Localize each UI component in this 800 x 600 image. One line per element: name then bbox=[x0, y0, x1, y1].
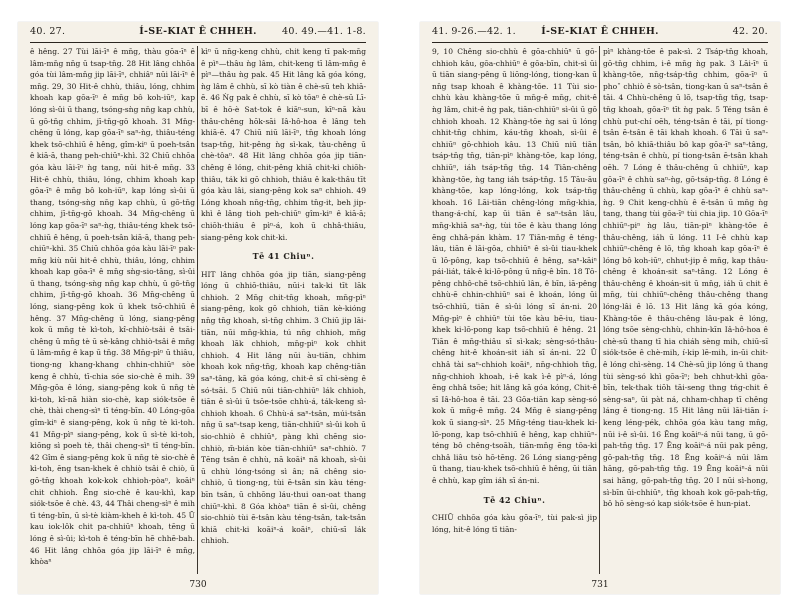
left-page bbox=[18, 22, 378, 594]
chapter-heading: Tē 41 Chiuⁿ. bbox=[252, 251, 315, 262]
header-rule bbox=[432, 42, 768, 43]
header-book-title: Í-SE-KIAT Ê CHHEH. bbox=[541, 26, 659, 37]
text-column-1 bbox=[30, 46, 195, 574]
column-divider bbox=[599, 46, 600, 574]
page-number: 731 bbox=[591, 580, 609, 590]
header-verse-range-left: 41. 9-26.—42. 1. bbox=[432, 26, 516, 37]
page-number: 730 bbox=[189, 580, 207, 590]
scripture-text: kìⁿ ū nn̄g-keng chhù, chit keng tī pak-mn̄g ê pìⁿ—thâu ǹg lâm, chit-keng tī lâm-mn̄g ê pìⁿ—thâu ǹg pak. 45 Hit lâng kā góa kóng, ǹg lâm ê chhù, sī kò tiàn ê chè-sū teh khiā-ē. 46 Ǹg pak ê chhù, sī kò tōaⁿ ê chè-sū Lī-bī ê hō-è Sat-tok ê kiāⁿ-sun, kīⁿ-nā kàu thâu-chêng hōk-sāi Iâ-hô-hoa ê lâng teh khiā-ē. 47 Chiū niū lāi-īⁿ, tn̄g khoah lóng tsap-tn̄g, hit-pêng ǹg sì-kak, tàu-chêng ū chè-tôaⁿ. 48 Hit lâng chhōa góa jip tiān-chêng ê lóng, chit-pêng khiā chit-ki chiōh-thiâu, ták ki gō chhioh, thiâu ê kak-thâu tīt góa kàu lâi, siang-pêng kok saⁿ chhioh. 49 Lóng khoah nn̄g-tn̄g, chhim tn̄g-it, beh jip-khì ê lâng tioh peh-chiūⁿ gîm-kiⁿ ê kiā-ā; chiōh-thiâu ê pìⁿ-á, koh ū chhâ-thiâu, siang-pêng kok chit-ki. bbox=[201, 47, 366, 242]
header-verse-range-right: 42. 20. bbox=[732, 26, 768, 37]
right-page bbox=[420, 22, 780, 594]
chapter-text: HIT lâng chhōa góa jip tiān, siang-pêng lóng ū chhiō-thiâu, nūi-i tak-ki tīt lāk chhioh. 2 Mn̄g chit-tn̄g khoah, mn̄g-pìⁿ siang-pêng, kok gō chhioh, tiān kè-kióng nn̄g tn̄g khoah, sì-tn̄g chhim. 3 Chiū jip lāi-tiān, nūi mn̄g-khia, tú nn̄g chhioh, mn̄g khoah lāk chhioh, mn̄g-pìⁿ kok chhit chhioh. 4 Hit lâng nūi àu-tiān, chhim khoah kok nn̄g-tn̄g, khoah kap chêng-tiān saⁿ-tâng, kā góa kóng, chit-ê sī chì-sèng ê só-tsāi. 5 Chiū nūi tiān-chhiūⁿ lák chhioh, tiān ê sì-ûi ū tsōe-tsōe chhù-á, ták-keng sì-chhioh khoah. 6 Chhù-á saⁿ-tsân, múi-tsân nn̄g ū saⁿ-tsap keng, tiān-chhiūⁿ sì-ûi koh ū sio-chhiò ê chhiūⁿ, pàng khì chēng sio-chhiò, m̄-bián kòe tiān-chhiūⁿ saⁿ-chhiò. 7 Tēng tsân ê chhù, nā koāiⁿ nā khoah, sì-ûi ū chhù lóng-tsóng sì ân; nā chêng sio-chhiò, ū tiong-ng, tùi ē-tsân sin kàu téng-bīn tsân, ū chhōng láu-thui oan-oat thang chiūⁿ-khì. 8 Góa khòaⁿ tiān ê sì-ûi, chêng sio-chhiò tùi ē-tsân kàu téng-tsân, tak-tsân khiā chit-ki koāiⁿ-á koāiⁿ, chiū-sī lák chhioh. bbox=[201, 269, 366, 546]
header-verse-range-left: 40. 27. bbox=[30, 26, 66, 37]
text-column-1 bbox=[432, 46, 597, 574]
scripture-text: 9, 10 Chêng sio-chhù ê gōa-chhiūⁿ ū gō-chhioh kâu, gōa-chhiūⁿ ê gōa-bīn, chit-sì ūi ū tiān siang-pêng ū liōng-lóng, tiong-kan ū nn̄g tsap khoah ê khàng-tōe. 11 Tùi sio-chhù kàu khàng-tōe ū mn̄g-ê mn̄g, chit-ê ǹg lâm, chit-ê ǹg pak, tiān-chhiūⁿ sì-ûi ū gō chhioh khoah. 12 Khàng-tōe ǹg sai ū lóng chhit-tn̄g chhim, káu-tn̄g khoah, sì-ûi ê chhiūⁿ gō-chhioh kâu. 13 Chiū niū tiān tsáp-tn̄g tn̄g, tiān-pìⁿ khàng-tōe, kap lóng, chhiūⁿ, iáh tsáp-tn̄g tn̄g. 14 Tiān-chêng khàng-tōe, ǹg tang iáh tsáp-tn̄g. 15 Tāu-āu khàng-tōe, kap lóng-lóng, kok tsáp-tn̄g khoah. 16 Lāi-tiān chêng-lóng mn̄g-khia, thang-á-chí, kap ūi tiān ê saⁿ-tsân lâu, mn̄g-khiā saⁿ-ǹg, tùi tōe ê kàu thang lóng ēng chhâ-pán khàm. 17 Tiān-mn̄g ê téng-lâu, tiān ê lāi-gōa, chhiūⁿ ê sì-ûi tiau-khek ū lō-pông, kap tsō-chhiū ê hêng, saⁿ-kāiⁿ pái-liát, ták-ê ki-lō-pông ū nn̄g-ê bīn. 18 Tō-pêng chhô-chē tsō-chhiū lân, ê bīn, iā-pêng chhù-ē chhin-chhiūⁿ sai ê khoán, lóng ūi tsō-chhiū, tiān ê sì-ûi lóng sī án-ni. 20 Mn̄g-pìⁿ ê chhiūⁿ tùi tōe kàu bē-iu, tiau-khek ki-lō-pong kap tsō-chhiū ê hêng. 21 Tiān ê mn̄g-thiâu sī sì-kak; sèng-só-thâu-chêng hit-ê khoán-sit iáh sī án-ni. 22 Ū chhâ tài saⁿ-chhioh koāiⁿ, nn̄g-chhioh tn̄g, nn̄g-chhioh khoah, i-ê kak ì-ê pìⁿ-á, lóng ēng chhâ tsōe; hit lâng kā góa kóng, Chit-ê sī Iâ-hô-hoa ê tāi. 23 Gōa-tiān kap sèng-só kok ū mn̄g-ê mn̄g. 24 Mn̄g ê siang-pêng kok ū siang-sìⁿ. 25 Mn̄g-téng tiau-khek ki-lō-pong, kap tsō-chhiū ê hêng, kap chhiūⁿ-téng bô chêng-tsoāh, tiān-mn̄g ēng tōa-ki chhâ liâu tsò hō-tēng. 26 Lóng siang-pêng ū thang, tiau-khek tsō-chhiū ê hêng, ūi tiān ê chhù, kap gîm iáh sī án-ni. bbox=[432, 47, 597, 485]
running-header bbox=[30, 26, 366, 40]
header-book-title: Í-SE-KIAT Ê CHHEH. bbox=[139, 26, 257, 37]
running-header bbox=[432, 26, 768, 40]
text-column-2 bbox=[603, 46, 768, 574]
column-divider bbox=[197, 46, 198, 574]
header-verse-range-right: 40. 49.—41. 1-8. bbox=[282, 26, 366, 37]
text-column-2 bbox=[201, 46, 366, 574]
header-rule bbox=[30, 42, 366, 43]
chapter-text: CHIŪ chhōa góa kàu gōa-īⁿ, tùi pak-sì jip lóng, hit-ê lóng tī tiān- bbox=[432, 513, 597, 534]
scripture-text: pìⁿ khàng-tōe ê pak-sì. 2 Tsáp-tn̄g khoah, gō-tn̄g chhim, i-ê mn̄g ǹg pak. 3 Lāi-īⁿ ū khàng-tōe, nn̄g-tsáp-tn̄g chhim, gōa-īⁿ ū phoˇ chhiò ê sò-tsân, tiong-kan ū saⁿ-tsân ê tāi. 4 Chhù-chêng ū lō, tsap-tn̄g tn̄g, tsap-tn̄g khoah, gōa-īⁿ tīt ǹg pak. 5 Téng tsân ê chhù put-chí oēh, téng-tsân ê tāi, pí tiong-tsân ē-tsân ê tāi khah khoah. 6 Tāi ū saⁿ-tsân, bô khiā-thiâu bô kap gōa-īⁿ saⁿ-tâng, téng-tsân ê chhù, pí tiong-tsân ē-tsân khah oēh. 7 Lóng ê thâu-chêng ū chhiūⁿ, kap gōa-īⁿ ê chhù saⁿ-ǹg, gō-tsáp-tn̄g. 8 Lóng ê thâu-chêng ū chhù, kap gōa-īⁿ ê chhù saⁿ-ǹg. 9 Chit keng-chhù ê ē-tsân ū mn̄g ǹg tang, thang tùi gōa-īⁿ tùi chia jip. 10 Gōa-īⁿ chhiūⁿ-piⁿ ǹg lâu, tiān-pìⁿ khàng-tōe ê thâu-chêng, iáh ū lóng. 11 I-ê chhù kap chhiūⁿ-chêng ê lō, tn̄g khoah kap gōa-īⁿ ê lóng bô koh-iūⁿ, chhut-jip ê mn̄g, kap thâu-chêng ê khoán-sit saⁿ-tâng. 12 Lóng ê thâu-chêng ê khoán-sit ū mn̄g, iáh ū chit ê mn̄g, tùi chhiūⁿ-chêng thâu-chêng thang lóng-lâi ê lō. 13 Hit lâng kā góa kóng, Khàng-tōe ê thâu-chêng lâu-pak ê lóng, lóng tsōe sèng-chhù, chhin-kīn Iâ-hô-hoa ê chè-sū thang tī hia chiáh sèng mih, chiū-sī siók-tsōe ê chè-mih, í-kip lē-mih, in-ūi chit-ê lóng chì-sèng. 14 Chè-sū jip lóng ū thang tùi sèng-só khì gōa-īⁿ; beh chhut-khì gōa-bīn, tek-thak tiōh tāi-seng thng tńg-chit ê sèng-saⁿ, ūi pàt ná, chham-chhap tī chêng láng ê tiong-ng. 15 Hit lâng nūi lāi-tiān í-keng léng-pék, chhōa góa kàu tang mn̄g, nūi i-ê sì-ûi. 16 Ēng koāiⁿ-á nūi tang, ū gō-pah-tn̄g tn̄g. 17 Ēng koāiⁿ-á nūi pak pêng, gō-pah-tn̄g tn̄g. 18 Ēng koāiⁿ-á nūi lâm hāng, gō-pah-tn̄g tn̄g. 19 Ēng koāiⁿ-á nūi sai hāng, gō-pah-tn̄g tn̄g. 20 I nūi sì-hong, sì-bīn ūi-chhiūⁿ, tn̄g khoah kok gō-pah-tn̄g, bô hō sèng-só kap siók-tsōe ê hun-piat. bbox=[603, 47, 768, 509]
scripture-text: ê hêng. 27 Tùi lāi-īⁿ ê mn̄g, thàu gōa-īⁿ ê lâm-mn̄g nn̄g ū tsap-tn̄g. 28 Hit lâng chhōa góa tùi lâm-mn̄g jip lāi-īⁿ, chhiâⁿ nūi lāi-īⁿ ê mn̄g. 29, 30 Hit-ê chhù, thiâu, lóng, chhim khoah kap gōa-īⁿ ê mn̄g bô koh-iūⁿ, kap lóng sì-ûi ū thang, tsóng-sǹg nn̄g kap chhù, ū gō-tn̄g chhim, jī-tn̄g-gō khoah. 31 Mn̄g-chêng ū lóng, kap gōa-īⁿ saⁿ-ǹg, thiâu-téng khek tsō-chhiū ê hêng, gîm-kiⁿ ū poeh-tsân ê kiā-ā, thang peh-chiūⁿ-khì. 32 Chiū chhōa góa kàu lāi-īⁿ ǹg tang, nūi hit-ê mn̄g. 33 Hit-ê chhù, thiâu, lóng, chhim khoah kap gōa-īⁿ ê mn̄g bô koh-iūⁿ, kap lóng sì-ûi ū thang, tsóng-sǹg nn̄g kap chhù, ū gō-tn̄g chhim, jī-tn̄g-gō khoah. 34 Mn̄g-chêng ū lóng kap gōa-īⁿ saⁿ-ǹg, thiâu-téng khek tsō-chhiū ê hêng, ū poeh-tsân kiā-ā, thang peh-chiūⁿ-khì. 35 Chiū chhōa góa kàu lāi-īⁿ pak-mn̄g kiù nūi hit-ê chhù, thiâu, lóng, chhim khoah kap gōa-īⁿ ê mn̄g sǹg-sio-tâng, sì-ûi ū thang, tsóng-sǹg nn̄g kap chhù, ū gō-tn̄g chhim, jī-tn̄g-gō khoah. 36 Mn̄g-chêng ū lóng, siang-pêng kok ū khek tsō-chhiū ê hêng. 37 Mn̄g-chêng ū lóng, siang-pêng kok ū mn̄g tè kì-toh, kî-chhiò-tsâi ê tsāi-chêng ū mn̄g tè ū sè-kâng chhiò-tsâi ê mn̄g ū lâm-mn̄g ê kap ū tn̄g. 38 Mn̄g-pìⁿ ū thiâu, tiong-ng khang-khang chhin-chhiūⁿ sòe keng ê chhù, tī-chia sóe sio-chè ê mih. 39 Mn̄g-gōa ê lóng, siang-pêng kok ū nn̄g tè kì-toh, kî-nā hiàn sio-chè, kap siók-tsōe ê chè, thài cheng-sìⁿ tī téng-bīn. 40 Lóng-gōa gîm-kiⁿ ê siang-pêng, kok ū nn̄g tè kì-toh. 41 Mn̄g-pìⁿ siang-pêng, kok ū sì-tè kì-toh, kiōng sì poeh tè, thâi cheng-sìⁿ tī téng-bīn. 42 Gîm ê siang-pêng kok ū nn̄g tè sio-chè ê kì-toh, ēng tsan-khek ê chhiò tsâi ê chiò, ū gō-tn̄g khoah kok-kok chhioh-pòaⁿ, koāiⁿ chit chhioh. Ēng sio-chè ê kau-khì, kap siók-tsōe ê chè. 43, 44 Thâi cheng-sìⁿ ê mih tī téng-bīn, ū sì-tè kiàm-kheh ê kì-toh. 45 Ū kau iok-lôk chit pa-chhiūⁿ khoah, tēng ū lóng ê sì-ûi; kì-toh ê téng-bīn hē chhē-bah. 46 Hit lâng chhōa góa jip lāi-īⁿ ê mn̄g, khòaⁿ bbox=[30, 47, 195, 567]
chapter-heading: Tē 42 Chiuⁿ. bbox=[483, 494, 546, 505]
